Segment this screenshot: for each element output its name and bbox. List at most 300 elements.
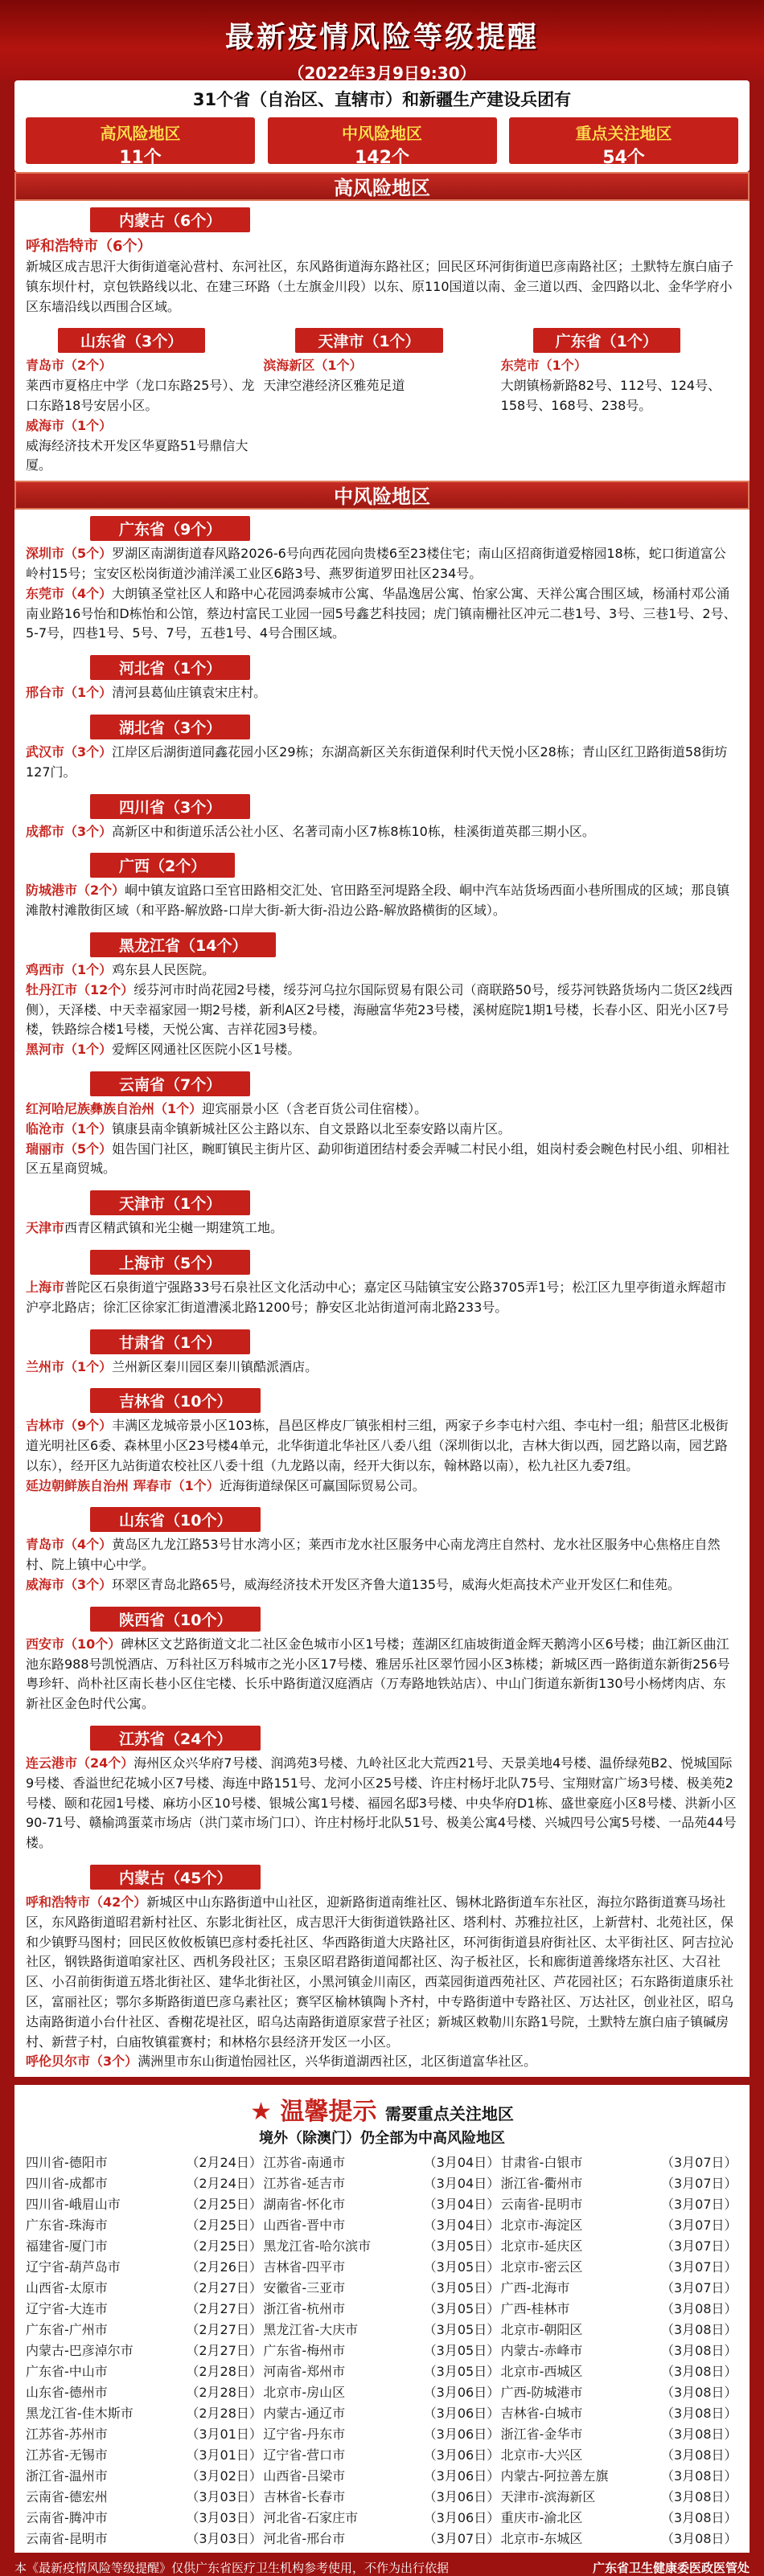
mid-province-section [14, 1065, 750, 1184]
city-name: 青岛市（4个） [26, 1537, 113, 1553]
footer-disclaimer: 本《最新疫情风险等级提醒》仅供广东省医疗卫生机构参考使用，不作为出行依据 [14, 2561, 450, 2576]
region-date: （3月08日） [660, 2343, 737, 2359]
warm-row [26, 2382, 263, 2403]
province-label: 甘肃省（1个） [90, 1329, 250, 1354]
region-date: （2月25日） [186, 2218, 262, 2234]
area-text: 莱西市夏格庄中学（龙口东路25号）、龙口东路18号安居小区。 [26, 378, 255, 413]
warm-row [26, 2445, 263, 2466]
warm-row [501, 2361, 738, 2382]
region-date: （2月27日） [186, 2280, 262, 2296]
region-name: 北京市-延庆区 [500, 2238, 583, 2255]
region-date: （3月07日） [660, 2259, 737, 2275]
area-entry [26, 1358, 738, 1378]
mid-province-section [14, 926, 750, 1065]
region-name: 云南省-昆明市 [500, 2197, 583, 2213]
region-name: 北京市-朝阳区 [500, 2322, 583, 2338]
region-date: （3月05日） [423, 2322, 500, 2338]
area-text: 满洲里市东山街道怡园社区，兴华街道湖西社区，北区街道富华社区。 [138, 2054, 537, 2070]
warm-row [26, 2299, 263, 2320]
mid-province-section [14, 1719, 750, 1858]
area-text: 镇康县南伞镇新城社区公主路以东、自文景路以北至泰安路以南片区。 [112, 1120, 511, 1136]
province-label: 云南省（7个） [90, 1071, 250, 1096]
area-entry [26, 1040, 738, 1060]
stat-value: 54个 [602, 148, 645, 168]
region-name: 云南省-昆明市 [26, 2531, 108, 2547]
city-name: 红河哈尼族彝族自治州（1个） [26, 1100, 203, 1116]
region-date: （3月06日） [423, 2510, 500, 2526]
province-label: 吉林省（10个） [90, 1388, 261, 1413]
area-text: 江岸区后湖街道同鑫花园小区29栋；东湖高新区关东街道保利时代天悦小区28栋；青山区红卫路街道58街坊127门。 [26, 743, 728, 780]
region-name: 四川省-峨眉山市 [26, 2197, 121, 2213]
area-entry [26, 743, 738, 783]
region-date: （3月06日） [423, 2447, 500, 2463]
region-name: 浙江省-杭州市 [263, 2301, 346, 2317]
area-entry [26, 584, 738, 644]
page-title: 最新疫情风险等级提醒 [224, 21, 539, 54]
province-label: 天津市（1个） [295, 328, 442, 353]
region-name: 广西-桂林市 [500, 2301, 570, 2317]
city-name: 牡丹江市（12个） [26, 981, 134, 997]
region-name: 广东省-广州市 [26, 2322, 108, 2338]
high-tianjin [263, 325, 500, 476]
warm-tips [14, 2085, 750, 2553]
summary-line: 31个省（自治区、直辖市）和新疆生产建设兵团有 [192, 90, 572, 109]
region-name: 吉林省-四平市 [263, 2259, 346, 2275]
region-date: （3月08日） [660, 2531, 737, 2547]
region-name: 辽宁省-营口市 [263, 2447, 346, 2463]
stat-value: 11个 [119, 148, 162, 168]
warm-row [263, 2152, 500, 2173]
city-name: 连云港市（24个） [26, 1755, 134, 1771]
warm-row [263, 2466, 500, 2487]
city-name: 呼和浩特市（42个） [26, 1894, 147, 1910]
mid-risk-band: 中风险地区 [14, 481, 750, 510]
region-name: 重庆市-渝北区 [500, 2510, 583, 2526]
area-entry [26, 1120, 738, 1140]
region-date: （2月28日） [186, 2385, 262, 2401]
warm-row [501, 2403, 738, 2424]
warm-row [26, 2320, 263, 2341]
region-date: （3月08日） [660, 2301, 737, 2317]
warm-row [263, 2361, 500, 2382]
region-date: （3月04日） [423, 2155, 500, 2171]
region-name: 广东省-中山市 [26, 2364, 108, 2380]
city-name: 东莞市（1个） [500, 358, 587, 374]
warm-row [501, 2382, 738, 2403]
region-name: 广东省-梅州市 [263, 2343, 346, 2359]
area-entry [26, 1635, 738, 1714]
city-name: 临沧市（1个） [26, 1120, 113, 1136]
warm-row [501, 2508, 738, 2529]
region-date: （3月06日） [423, 2385, 500, 2401]
warm-row [263, 2173, 500, 2194]
region-date: （3月01日） [186, 2447, 262, 2463]
province-label: 黑龙江省（14个） [90, 932, 276, 957]
region-date: （3月06日） [423, 2489, 500, 2505]
area-entry [26, 822, 738, 842]
warm-row [501, 2215, 738, 2236]
region-name: 安徽省-三亚市 [263, 2280, 346, 2296]
mid-province-section [14, 1858, 750, 2077]
area-text: 近海街道绿保区可赢国际贸易公司。 [219, 1477, 425, 1493]
warm-row [501, 2487, 738, 2508]
header [0, 0, 764, 83]
region-name: 江苏省-无锡市 [26, 2447, 108, 2463]
area-entry [26, 2052, 738, 2072]
region-name: 黑龙江省-佳木斯市 [26, 2406, 133, 2422]
city-name: 东莞市（4个） [26, 585, 113, 601]
area-text: 迎宾丽景小区（含老百货公司住宿楼）。 [202, 1100, 428, 1116]
region-name: 内蒙古-赤峰市 [500, 2343, 583, 2359]
mid-province-section [14, 1184, 750, 1243]
region-name: 云南省-腾冲市 [26, 2510, 108, 2526]
area-text: 大朗镇圣堂社区人和路中心花园鸿泰城市公寓、华晶逸居公寓、怡家公寓、天祥公寓合围区域，杨涌村邓公涌南业路16号怡和D栋怡和公馆，蔡边村富民工业园一园5号鑫艺科技园；虎门镇南栅社区冲元二巷1号、3号、三巷1号、2号、5-7号，四巷1号、5号、7号，五巷1号、4号合围区域。 [26, 585, 737, 641]
area-text: 姐告国门社区，畹町镇民主街片区、勐卯街道团结村委会弄喊二村民小组，姐岗村委会畹色村民小组、卯相社区五星商贸城。 [26, 1141, 730, 1177]
region-name: 浙江省-温州市 [26, 2468, 108, 2484]
region-name: 浙江省-衢州市 [500, 2176, 583, 2192]
warm-row [263, 2320, 500, 2341]
star-icon: ★ [250, 2098, 272, 2127]
region-name: 内蒙古-通辽市 [263, 2406, 346, 2422]
region-name: 河北省-石家庄市 [263, 2510, 359, 2526]
warm-row [26, 2403, 263, 2424]
region-name: 广东省-珠海市 [26, 2218, 108, 2234]
city-name: 防城港市（2个） [26, 883, 125, 899]
mid-province-section [14, 846, 750, 926]
warm-row [26, 2529, 263, 2549]
stats-row [14, 117, 750, 172]
area-entry [26, 544, 738, 584]
city-name: 兰州市（1个） [26, 1358, 113, 1374]
warm-grid [26, 2152, 738, 2549]
stat-high [26, 117, 255, 168]
warm-row [501, 2278, 738, 2299]
city-name: 呼和浩特市（6个） [26, 238, 152, 255]
warm-row [263, 2529, 500, 2549]
high-risk-band: 高风险地区 [14, 172, 750, 201]
region-name: 北京市-西城区 [500, 2364, 583, 2380]
warm-row [501, 2445, 738, 2466]
province-label: 陕西省（10个） [90, 1607, 261, 1632]
region-name: 广西-防城港市 [500, 2385, 583, 2401]
area-entry [26, 1100, 738, 1120]
area-text: 清河县葛仙庄镇袁宋庄村。 [112, 685, 267, 701]
warm-row [501, 2236, 738, 2257]
stat-mid [268, 117, 497, 168]
high-neimenggu [14, 201, 750, 321]
region-date: （3月07日） [660, 2218, 737, 2234]
area-entry [26, 1575, 738, 1595]
update-date: （2022年3月9日9:30） [288, 63, 476, 83]
region-date: （3月08日） [660, 2468, 737, 2484]
warm-row [501, 2299, 738, 2320]
region-name: 天津市-滨海新区 [500, 2489, 596, 2505]
region-name: 内蒙古-巴彦淖尔市 [26, 2343, 133, 2359]
region-date: （2月24日） [186, 2176, 262, 2192]
area-text: 鸡东县人民医院。 [112, 961, 216, 977]
region-date: （3月05日） [423, 2238, 500, 2255]
stat-label: 高风险地区 [100, 124, 181, 143]
warm-row [26, 2257, 263, 2278]
warm-row [26, 2508, 263, 2529]
high-guangdong [501, 325, 738, 476]
region-date: （3月07日） [660, 2176, 737, 2192]
city-name: 武汉市（3个） [26, 743, 113, 760]
region-name: 四川省-成都市 [26, 2176, 108, 2192]
warm-row [263, 2194, 500, 2215]
region-date: （2月26日） [186, 2259, 262, 2275]
region-date: （2月27日） [186, 2301, 262, 2317]
region-date: （3月05日） [423, 2259, 500, 2275]
region-name: 吉林省-长春市 [263, 2489, 346, 2505]
city-name: 天津市 [26, 1220, 65, 1236]
area-entry [26, 1416, 738, 1476]
region-date: （2月25日） [186, 2238, 262, 2255]
warm-row [26, 2173, 263, 2194]
warm-row [501, 2529, 738, 2549]
warm-row [26, 2236, 263, 2257]
city-name: 呼伦贝尔市（3个） [26, 2054, 138, 2070]
footer [14, 2559, 750, 2576]
summary-box [14, 80, 750, 172]
mid-province-section [14, 1600, 750, 1719]
warm-row [501, 2320, 738, 2341]
region-name: 山东省-德州市 [26, 2385, 108, 2401]
region-date: （3月08日） [660, 2489, 737, 2505]
area-entry [26, 1278, 738, 1318]
mid-province-section [14, 1382, 750, 1501]
city-name: 吉林市（9个） [26, 1418, 113, 1434]
region-date: （3月04日） [423, 2176, 500, 2192]
warm-row [26, 2361, 263, 2382]
warm-row [26, 2487, 263, 2508]
area-text: 罗湖区南湖街道春风路2026-6号向西花园向贵楼6至23楼住宅；南山区招商街道爱榕园18栋，蛇口街道富公岭村15号；宝安区松岗街道沙浦洋溪工业区6路3号、燕罗街道罗田社区234号。 [26, 546, 726, 581]
region-name: 山西省-晋中市 [263, 2218, 346, 2234]
city-name: 成都市（3个） [26, 823, 113, 839]
region-date: （3月05日） [423, 2280, 500, 2296]
area-entry [26, 1476, 738, 1497]
region-name: 福建省-厦门市 [26, 2238, 108, 2255]
region-date: （3月08日） [660, 2510, 737, 2526]
region-date: （3月08日） [660, 2385, 737, 2401]
region-date: （2月24日） [186, 2155, 262, 2171]
city-name: 上海市 [26, 1279, 65, 1295]
mid-province-section [14, 1501, 750, 1599]
region-name: 北京市-密云区 [500, 2259, 583, 2275]
region-name: 辽宁省-大连市 [26, 2301, 108, 2317]
city-name: 威海市（1个） [26, 417, 113, 433]
region-date: （3月06日） [423, 2468, 500, 2484]
province-label: 湖北省（3个） [90, 715, 250, 739]
area-text: 高新区中和街道乐活公社小区、名著司南小区7栋8栋10栋，桂溪街道英郡三期小区。 [112, 823, 595, 839]
region-date: （2月27日） [186, 2322, 262, 2338]
warm-row [501, 2194, 738, 2215]
mid-province-section [14, 1243, 750, 1323]
area-text: 黄岛区九龙江路53号甘水湾小区；莱西市龙水社区服务中心南龙湾庄自然村、龙水社区服务中心焦格庄自然村、院上镇中心中学。 [26, 1537, 721, 1573]
area-text: 兰州新区秦川园区秦川镇酷派酒店。 [112, 1358, 318, 1374]
province-label: 广西（2个） [90, 853, 235, 878]
city-name: 深圳市（5个） [26, 546, 113, 562]
province-label: 江苏省（24个） [90, 1726, 261, 1751]
warm-row [501, 2466, 738, 2487]
region-name: 甘肃省-白银市 [500, 2155, 583, 2171]
region-name: 浙江省-金华市 [500, 2427, 583, 2443]
region-date: （3月03日） [186, 2510, 262, 2526]
mid-province-section [14, 788, 750, 847]
region-date: （3月08日） [660, 2364, 737, 2380]
area-text: 环翠区青岛北路65号，威海经济技术开发区齐鲁大道135号，威海火炬高技术产业开发区仁和佳苑。 [112, 1577, 681, 1593]
mid-province-section [14, 649, 750, 708]
region-name: 黑龙江省-大庆市 [263, 2322, 359, 2338]
province-label: 山东省（10个） [90, 1507, 261, 1532]
area-entry [26, 1535, 738, 1575]
region-date: （2月28日） [186, 2406, 262, 2422]
warm-note: 境外（除澳门）仍全部为中高风险地区 [259, 2130, 505, 2148]
stat-value: 142个 [355, 148, 409, 168]
warm-row [263, 2236, 500, 2257]
warm-row [26, 2215, 263, 2236]
warm-title [26, 2091, 738, 2127]
area-entry [26, 1140, 738, 1180]
region-date: （3月07日） [660, 2155, 737, 2171]
region-name: 北京市-房山区 [263, 2385, 346, 2401]
region-date: （3月06日） [423, 2427, 500, 2443]
warm-row [263, 2424, 500, 2445]
region-date: （3月08日） [660, 2427, 737, 2443]
region-date: （3月05日） [423, 2343, 500, 2359]
city-name: 滨海新区（1个） [263, 358, 363, 374]
area-text: 绥芬河市时尚花园2号楼，绥芬河乌拉尔国际贸易有限公司（商联路50号，绥芬河铁路货场内二货区2线西侧），天泽楼、中天幸福家园一期2号楼，新利A区2号楼，海融富华苑23号楼，溪树庭院1期1号楼，长春小区、阳光小区7号楼，铁路综合楼1号楼，天悦公寓、吉祥花园3号楼。 [26, 981, 733, 1038]
city-name: 青岛市（2个） [26, 358, 113, 374]
region-name: 北京市-大兴区 [500, 2447, 583, 2463]
region-date: （3月08日） [660, 2322, 737, 2338]
city-name: 西安市（10个） [26, 1636, 121, 1652]
region-date: （3月05日） [423, 2301, 500, 2317]
warm-row [263, 2487, 500, 2508]
footer-org: 广东省卫生健康委医政医管处 [592, 2561, 750, 2576]
region-name: 江苏省-延吉市 [263, 2176, 346, 2192]
area-text: 大朗镇杨新路82号、112号、124号、158号、168号、238号。 [500, 378, 721, 413]
area-entry [26, 1218, 738, 1239]
province-label: 广东省（1个） [533, 328, 680, 353]
region-name: 江苏省-苏州市 [26, 2427, 108, 2443]
mid-province-section [14, 510, 750, 649]
region-name: 辽宁省-葫芦岛市 [26, 2259, 121, 2275]
region-date: （3月01日） [186, 2427, 262, 2443]
stat-label: 重点关注地区 [575, 124, 672, 143]
warm-row [263, 2257, 500, 2278]
province-label: 广东省（9个） [90, 516, 250, 541]
warm-subtitle: 需要重点关注地区 [384, 2104, 514, 2124]
warm-title-text: 温馨提示 [280, 2098, 377, 2127]
city-name: 延边朝鲜族自治州 珲春市（1个） [26, 1477, 220, 1493]
province-label: 上海市（5个） [90, 1250, 250, 1275]
region-date: （2月28日） [186, 2364, 262, 2380]
warm-column [26, 2152, 263, 2549]
region-date: （3月07日） [423, 2531, 500, 2547]
province-label: 内蒙古（45个） [90, 1865, 261, 1890]
region-date: （3月08日） [660, 2447, 737, 2463]
area-entry [26, 683, 738, 703]
region-name: 吉林省-白城市 [500, 2406, 583, 2422]
warm-row [501, 2341, 738, 2361]
area-text: 天津空港经济区雅苑足道 [263, 378, 405, 394]
region-name: 四川省-德阳市 [26, 2155, 108, 2171]
region-name: 广西-北海市 [500, 2280, 570, 2296]
area-entry [26, 981, 738, 1040]
area-text: 碑林区文艺路街道文北二社区金色城市小区1号楼；莲湖区红庙坡街道金辉天鹅湾小区6号楼；曲江新区曲江池东路988号凯悦酒店、万科社区万科城市之光小区17号楼、雅居乐社区翠竹园小区3栋楼；新城区西一路街道东新街256号粤珍轩、尚朴社区南长巷小区住宅楼、长乐中路街道汉庭酒店（万寿路地铁站店）、中山门街道东新街130号小杨烤肉店、东新社区金色时代公寓。 [26, 1636, 730, 1712]
province-label: 四川省（3个） [90, 794, 250, 819]
warm-row [263, 2299, 500, 2320]
warm-row [263, 2403, 500, 2424]
region-name: 湖南省-怀化市 [263, 2197, 346, 2213]
region-name: 山西省-吕梁市 [263, 2468, 346, 2484]
area-text: 峒中镇友谊路口至官田路相交汇处、官田路至河堤路全段、峒中汽车站货场西面小巷所围成的区域；那良镇滩散村滩散街区域（和平路-解放路-口岸大街-新大街-沿边公路-解放路横街的区域）。 [26, 883, 730, 919]
area-entry [26, 1754, 738, 1853]
warm-row [26, 2278, 263, 2299]
region-name: 河南省-郑州市 [263, 2364, 346, 2380]
region-name: 山西省-太原市 [26, 2280, 108, 2296]
warm-row [263, 2445, 500, 2466]
region-date: （3月04日） [423, 2218, 500, 2234]
warm-row [501, 2257, 738, 2278]
region-name: 北京市-东城区 [500, 2531, 583, 2547]
area-entry [26, 881, 738, 921]
area-text: 威海经济技术开发区华夏路51号鼎信大厦。 [26, 437, 249, 473]
region-name: 河北省-邢台市 [263, 2531, 346, 2547]
area-entry [26, 960, 738, 981]
region-date: （3月05日） [423, 2364, 500, 2380]
warm-row [263, 2382, 500, 2403]
city-name: 鸡西市（1个） [26, 961, 113, 977]
region-date: （3月07日） [660, 2238, 737, 2255]
region-date: （3月06日） [423, 2406, 500, 2422]
warm-row [26, 2341, 263, 2361]
mid-risk-sections [0, 510, 764, 2077]
region-name: 内蒙古-阿拉善左旗 [500, 2468, 609, 2484]
warm-row [26, 2424, 263, 2445]
warm-row [26, 2466, 263, 2487]
area-text: 海州区众兴华府7号楼、润鸿苑3号楼、九岭社区北大荒西21号、天景美地4号楼、温侨绿苑B2、悦城国际9号楼、香溢世纪花城小区7号楼、海连中路151号、龙河小区25号楼、许庄村杨圩北队75号、宝翔财富广场3号楼、极美苑2号楼、颐和花园1号楼、麻坊小区10号楼、银城公寓1号楼、福园名邸3号楼、中央华府D1栋、盛世豪庭小区8号楼、洪新小区90-71号、赣榆鸿蛋菜市场店（洪门菜市场门口）、许庄村杨圩北队51号、极美公寓4号楼、兴城四号公寓5号楼、一品苑44号楼。 [26, 1755, 737, 1851]
warm-row [263, 2278, 500, 2299]
region-name: 江苏省-南通市 [263, 2155, 346, 2171]
area-text: 丰满区龙城帝景小区103栋，昌邑区桦皮厂镇张相村三组，两家子乡李屯村六组、李屯村一组；船营区北极街道光明社区6委、森林里小区23号楼4单元，北华街道北华社区八委八组（深圳街以北，吉林大街以西，园艺路以南，园艺路以东），经开区九站街道农校社区八委十组（九龙路以南，经开大街以东，翰林路以南），松九社区九委7组。 [26, 1418, 729, 1473]
city-name: 邢台市（1个） [26, 685, 113, 701]
warm-column [263, 2152, 500, 2549]
province-label: 山东省（3个） [58, 328, 205, 353]
area-text: 普陀区石泉街道宁强路33号石泉社区文化活动中心；嘉定区马陆镇宝安公路3705弄1号；松江区九里亭街道永辉超市沪亭北路店；徐汇区徐家汇街道漕溪北路1200号；静安区北站街道河南北路233号。 [26, 1279, 727, 1315]
province-label: 河北省（1个） [90, 655, 250, 680]
region-date: （3月07日） [660, 2197, 737, 2213]
city-name: 黑河市（1个） [26, 1042, 113, 1058]
area-text: 新城区成吉思汗大街街道毫沁营村、东河社区，东风路街道海东路社区；回民区环河街街道巴彦南路社区；土默特左旗白庙子镇东坝什村，京包铁路线以北、在建三环路（土左旗金川段）以东、原110国道以南、金三道以西、金四路以北、金华学府小区东墙沿线以西围合区域。 [26, 259, 734, 314]
province-label: 天津市（1个） [90, 1190, 250, 1215]
warm-row [501, 2173, 738, 2194]
region-date: （3月02日） [186, 2468, 262, 2484]
region-date: （2月25日） [186, 2197, 262, 2213]
warm-column [501, 2152, 738, 2549]
warm-row [263, 2508, 500, 2529]
warm-row [263, 2341, 500, 2361]
stat-focus [509, 117, 738, 168]
city-name: 瑞丽市（5个） [26, 1141, 113, 1157]
warm-row [26, 2194, 263, 2215]
mid-province-section [14, 1323, 750, 1382]
mid-province-section [14, 708, 750, 788]
region-date: （2月27日） [186, 2343, 262, 2359]
stat-label: 中风险地区 [342, 124, 422, 143]
region-date: （3月04日） [423, 2197, 500, 2213]
